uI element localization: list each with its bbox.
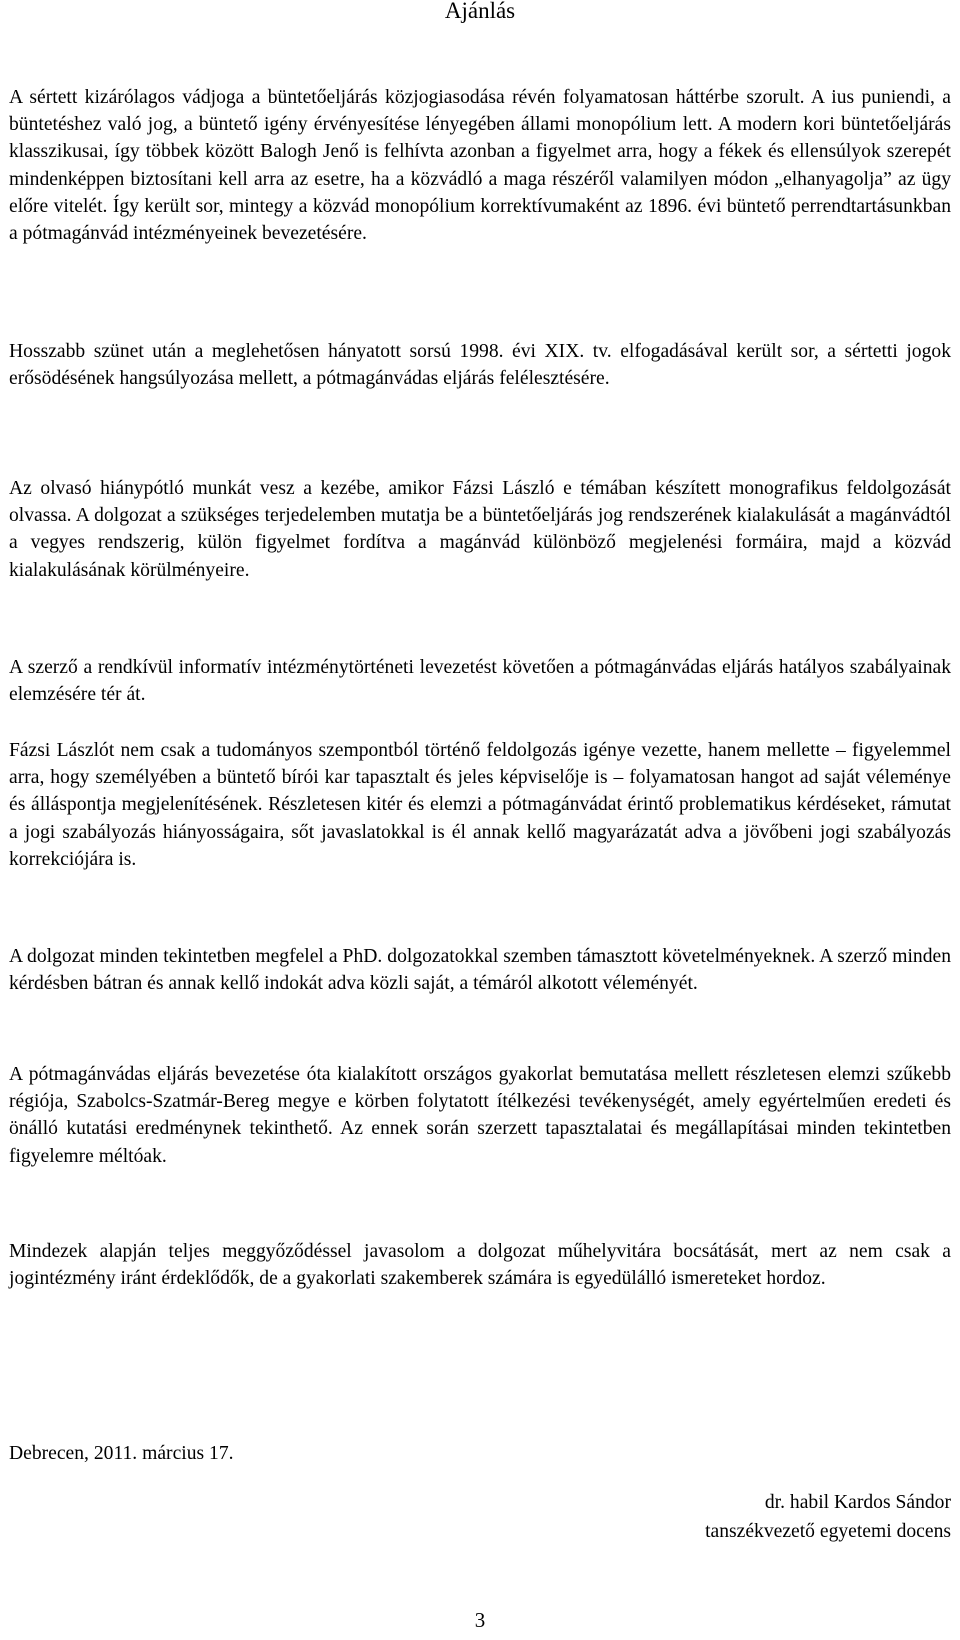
paragraph-6: A dolgozat minden tekintetben megfelel a PhD. dolgozatokkal szemben támasztott követelményeknek. A szerző minden kérdésben bátran és annak kellő indokát adva közli saját, a témáról alkotott véleményét. (9, 946, 951, 995)
paragraph-5: Fázsi Lászlót nem csak a tudományos szempontból történő feldolgozás igénye vezette, hanem mellette – figyelemmel arra, hogy személyében a büntető bírói kar tapasztalt és jeles képviselője is – folyamatosan hangot ad saját véleménye és álláspontja megjelenítésének. Részletesen kitér és elemzi a pótmagánvádat érintő problematikus kérdéseket, rámutat a jogi szabályozás hiányosságaira, sőt javaslatokkal is él annak kellő magyarázatát adva a jövőbeni jogi szabályozás korrekciójára is. (9, 740, 951, 870)
signature-block (705, 1488, 951, 1546)
date-line: Debrecen, 2011. március 17. (9, 1443, 234, 1464)
paragraph-3: Az olvasó hiánypótló munkát vesz a kezébe, amikor Fázsi László e témában készített monografikus feldolgozását olvassa. A dolgozat a szükséges terjedelemben mutatja be a büntetőeljárás jog rendszerének kialakulását a magánvádtól a vegyes rendszerig, külön figyelmet fordítva a magánvád különböző megjelenési formáira, majd a közvád kialakulásának körülményeire. (9, 478, 951, 581)
document-title: Ajánlás (444, 0, 516, 23)
signature-name: dr. habil Kardos Sándor (764, 1492, 951, 1513)
paragraph-2: Hosszabb szünet után a meglehetősen hányatott sorsú 1998. évi XIX. tv. elfogadásával került sor, a sértetti jogok erősödésének hangsúlyozása mellett, a pótmagánvádas eljárás felélesztésére. (9, 341, 951, 390)
paragraph-4: A szerző a rendkívül informatív intézménytörténeti levezetést követően a pótmagánvádas eljárás hatályos szabályainak elemzésére tér át. (9, 657, 951, 706)
signature-position: tanszékvezető egyetemi docens (705, 1521, 951, 1542)
paragraph-1: A sértett kizárólagos vádjoga a büntetőeljárás közjogiasodása révén folyamatosan háttérbe szorult. A ius puniendi, a büntetéshez való jog, a büntető igény érvényesítése lényegében állami monopólium lett. A modern kori büntetőeljárás klasszikusai, így többek között Balogh Jenő is felhívta azonban a figyelmet arra, hogy a fékek és ellensúlyok szerepét mindenképpen biztosítani kell arra az esetre, ha a közvádló a maga részéről valamilyen módon „elhanyagolja” az ügy előre vitelét. Így került sor, mintegy a közvád monopólium korrektívumaként az 1896. évi büntető perrendtartásunkban a pótmagánvád intézményeinek bevezetésére. (9, 87, 951, 245)
page-number: 3 (474, 1608, 486, 1632)
paragraph-7: A pótmagánvádas eljárás bevezetése óta kialakított országos gyakorlat bemutatása mellett részletesen elemzi szűkebb régiója, Szabolcs-Szatmár-Bereg megye e körben folytatott ítélkezési tevékenységét, amely egyértelműen eredeti és önálló kutatási eredménynek tekinthető. Az ennek során szerzett tapasztalatai és megállapításai minden tekintetben figyelemre méltóak. (9, 1064, 951, 1167)
paragraph-8: Mindezek alapján teljes meggyőződéssel javasolom a dolgozat műhelyvitára bocsátását, mert az nem csak a jogintézmény iránt érdeklődők, de a gyakorlati szakemberek számára is egyedülálló ismereteket hordoz. (9, 1241, 951, 1290)
